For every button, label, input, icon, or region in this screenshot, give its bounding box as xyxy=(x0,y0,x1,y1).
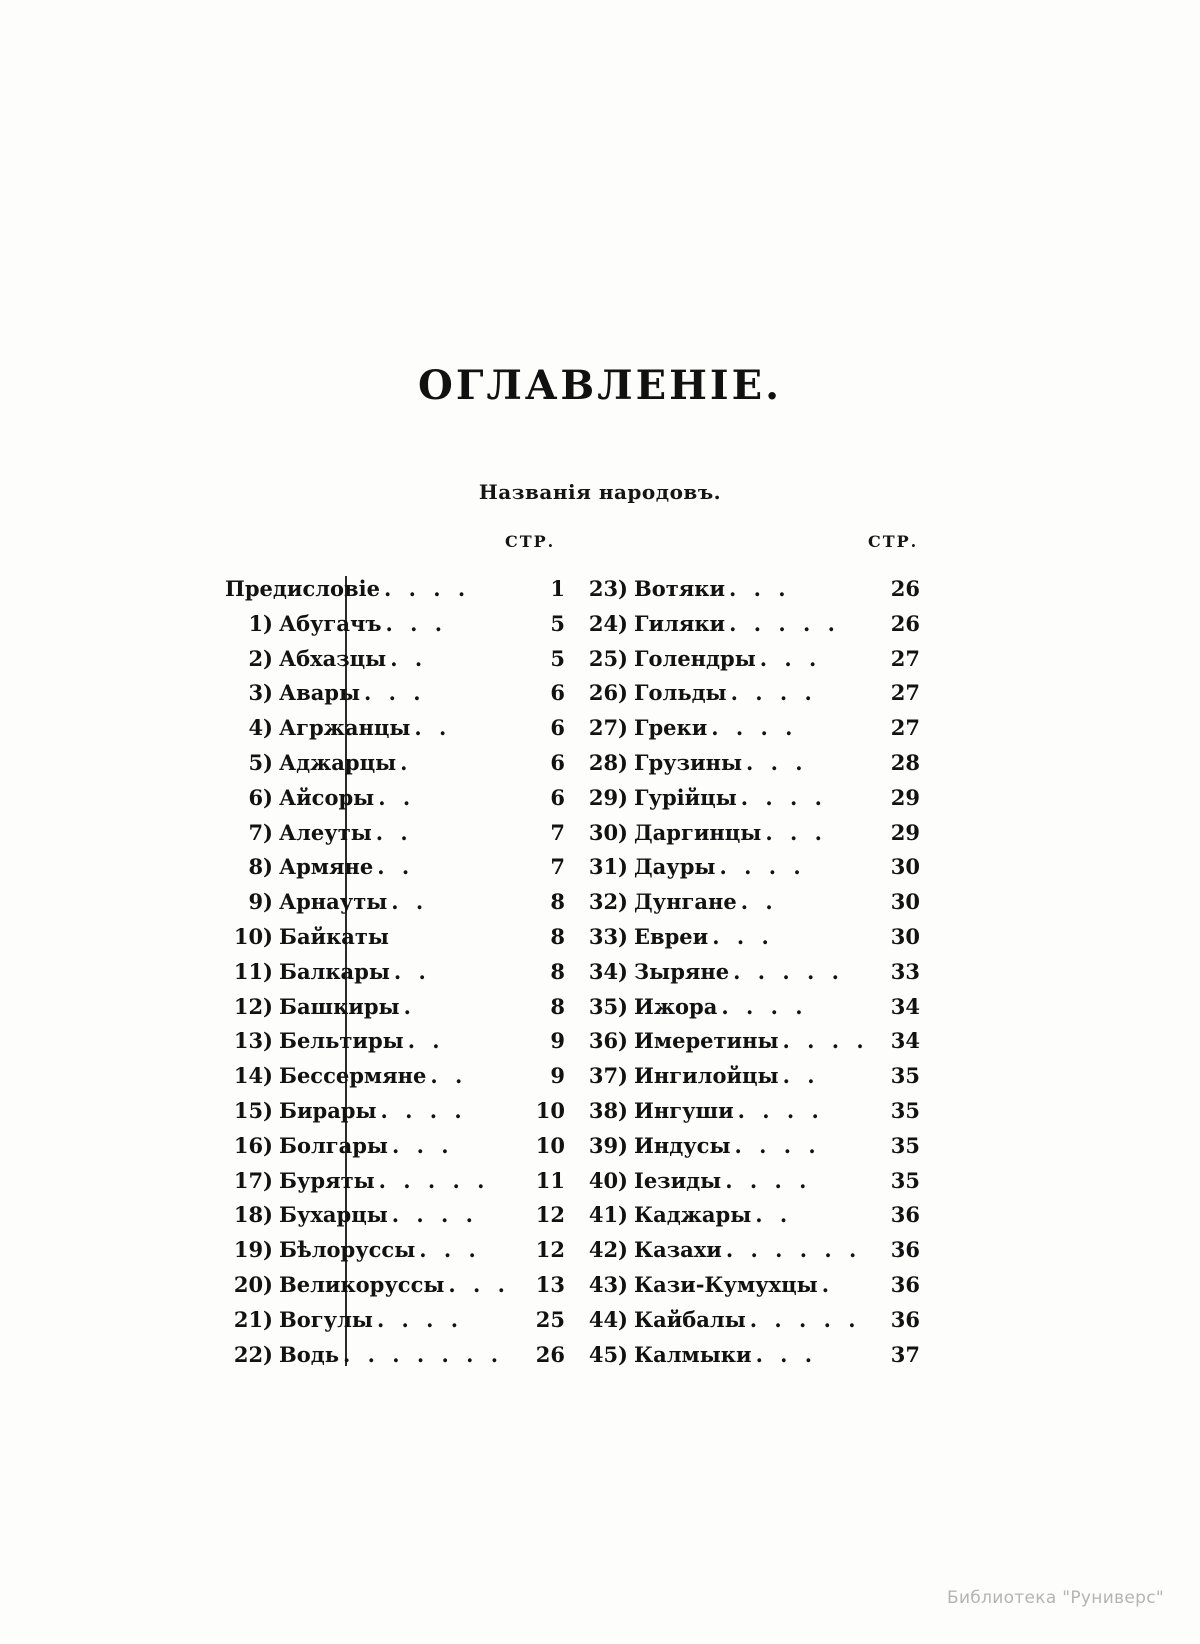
toc-entry-number: 21) xyxy=(233,1306,273,1332)
toc-entry-number: 8) xyxy=(248,854,273,880)
toc-entry-label: Вотяки xyxy=(634,576,726,601)
toc-entry-page-number: 26 xyxy=(890,610,920,636)
toc-entry-number: 30) xyxy=(588,819,628,845)
toc-entry-page-number: 29 xyxy=(890,819,920,845)
toc-entry-leader-dots: . . . . . xyxy=(378,1169,490,1191)
toc-entry-leader-dots: . . . . xyxy=(376,1308,464,1330)
toc-entry[interactable] xyxy=(580,1202,920,1237)
toc-column-right xyxy=(580,576,920,1376)
toc-entry[interactable] xyxy=(580,820,920,855)
toc-entry[interactable] xyxy=(225,715,565,750)
toc-entry-number: 5) xyxy=(248,749,273,775)
toc-entry-label: Балкары xyxy=(279,958,390,984)
toc-entry-number: 27) xyxy=(588,715,628,741)
toc-entry-label: Армяне xyxy=(279,854,374,880)
toc-entry-label: Абугачъ xyxy=(279,610,382,636)
toc-entry-label: Водь xyxy=(279,1341,340,1367)
toc-entry-label: Гольды xyxy=(634,680,727,706)
toc-entry-page-number: 36 xyxy=(890,1306,920,1332)
toc-entry-label: Кайбалы xyxy=(634,1306,746,1332)
toc-entry-leader-dots: . . . xyxy=(391,1134,454,1156)
toc-entry-number: 38) xyxy=(588,1097,628,1123)
toc-entry[interactable] xyxy=(225,1272,565,1307)
toc-entry-page-number: 27 xyxy=(890,715,920,741)
toc-entry-leader-dots: . . . . xyxy=(782,1030,869,1052)
toc-entry-label: Вогулы xyxy=(279,1306,373,1332)
toc-entry-label: Байкаты xyxy=(279,923,389,949)
toc-entry-leader-dots: . . xyxy=(414,717,452,739)
toc-entry-page-number: 8 xyxy=(550,993,565,1019)
toc-entry-page-number: 8 xyxy=(550,923,565,949)
toc-entry-page-number: 30 xyxy=(890,854,920,880)
toc-entry-label: Евреи xyxy=(634,923,709,949)
toc-entry-leader-dots: . . . . xyxy=(719,856,806,878)
toc-entry-leader-dots: . . . xyxy=(385,612,448,634)
toc-entry-number: 1) xyxy=(248,610,273,636)
toc-entry-leader-dots: . xyxy=(821,1273,835,1295)
toc-entry-leader-dots: . . . xyxy=(759,647,822,669)
toc-entry[interactable] xyxy=(225,611,565,646)
toc-entry-page-number: 26 xyxy=(890,576,920,601)
toc-entry[interactable] xyxy=(225,959,565,994)
toc-entry-page-number: 1 xyxy=(550,576,565,601)
toc-entry[interactable] xyxy=(580,1098,920,1133)
toc-entry-number: 19) xyxy=(233,1237,273,1263)
toc-entry-label: Авары xyxy=(279,680,361,706)
toc-entry-page-number: 33 xyxy=(890,958,920,984)
toc-entry[interactable] xyxy=(225,820,565,855)
toc-entry-number: 35) xyxy=(588,993,628,1019)
toc-entry-page-number: 5 xyxy=(550,645,565,671)
toc-entry-page-number: 13 xyxy=(535,1271,565,1297)
toc-entry-leader-dots: . . . . . . xyxy=(725,1239,862,1261)
toc-entry-page-number: 10 xyxy=(535,1097,565,1123)
toc-entry-leader-dots: . . . xyxy=(765,821,827,843)
toc-entry-label: Казахи xyxy=(634,1237,722,1263)
toc-entry-label: Бирары xyxy=(279,1097,377,1123)
toc-entry-label: Греки xyxy=(634,715,708,741)
toc-entry[interactable] xyxy=(580,1063,920,1098)
toc-entry-number: 12) xyxy=(233,993,273,1019)
toc-entry-number: 24) xyxy=(588,610,628,636)
toc-entry-label: Даргинцы xyxy=(634,819,762,845)
toc-entry-page-number: 8 xyxy=(550,889,565,915)
toc-entry-page-number: 36 xyxy=(890,1202,920,1228)
toc-entry[interactable] xyxy=(580,1342,920,1377)
toc-entry-leader-dots: . . . . . . . xyxy=(343,1343,504,1365)
toc-entry-label: Бессермяне xyxy=(279,1063,427,1089)
toc-entry[interactable] xyxy=(580,576,920,611)
toc-entry-label: Индусы xyxy=(634,1132,731,1158)
toc-entry-label: Гиляки xyxy=(634,610,726,636)
toc-entry-leader-dots: . . . . xyxy=(734,1134,821,1156)
toc-entry-label: Аджарцы xyxy=(279,749,397,775)
toc-entry-number: 32) xyxy=(588,889,628,915)
toc-entry-label: Ижора xyxy=(634,993,718,1019)
toc-entry-page-number: 35 xyxy=(890,1097,920,1123)
toc-entry-number: 9) xyxy=(248,889,273,915)
toc-entry-leader-dots: . . xyxy=(391,891,429,913)
toc-entry-page-number: 5 xyxy=(550,610,565,636)
toc-entry-leader-dots: . . . . xyxy=(737,1099,824,1121)
toc-entry-leader-dots: . . xyxy=(377,856,415,878)
toc-entry-leader-dots: . . . . . xyxy=(729,612,840,634)
toc-entry-number: 6) xyxy=(248,784,273,810)
toc-entry-number: 11) xyxy=(233,958,273,984)
toc-entry-page-number: 12 xyxy=(535,1202,565,1228)
toc-entry-label: Абхазцы xyxy=(279,645,387,671)
toc-entry-leader-dots: . . . . . xyxy=(733,960,844,982)
toc-entry-label: Бухарцы xyxy=(279,1202,388,1228)
toc-entry-page-number: 36 xyxy=(890,1271,920,1297)
toc-entry-page-number: 6 xyxy=(550,784,565,810)
toc-entry-page-number: 6 xyxy=(550,715,565,741)
toc-entry-leader-dots: . . xyxy=(375,821,413,843)
toc-entry-number: 25) xyxy=(588,645,628,671)
toc-entry-leader-dots: . . . . xyxy=(721,995,808,1017)
toc-entry-number: 41) xyxy=(588,1202,628,1228)
toc-entry-label: Бельтиры xyxy=(279,1028,404,1054)
toc-entry-number: 18) xyxy=(233,1202,273,1228)
toc-entry-page-number: 30 xyxy=(890,923,920,949)
toc-entry-number: 40) xyxy=(588,1167,628,1193)
toc-entry[interactable] xyxy=(225,889,565,924)
toc-entry-label: Предисловіе xyxy=(225,576,380,601)
toc-entry[interactable] xyxy=(580,750,920,785)
toc-entry-page-number: 9 xyxy=(550,1063,565,1089)
toc-entry-number: 36) xyxy=(588,1028,628,1054)
toc-entry-label: Айсоры xyxy=(279,784,375,810)
toc-entry-page-number: 7 xyxy=(550,819,565,845)
toc-entry-number: 15) xyxy=(233,1097,273,1123)
toc-entry-number: 29) xyxy=(588,784,628,810)
toc-columns xyxy=(225,576,945,1376)
toc-entry-leader-dots: . . xyxy=(393,960,431,982)
toc-entry-label: Каджары xyxy=(634,1202,752,1228)
toc-entry-label: Ингуши xyxy=(634,1097,734,1123)
toc-entry-label: Агржанцы xyxy=(279,715,411,741)
column-header-right: СТР. xyxy=(868,532,919,551)
toc-entry-leader-dots: . . . xyxy=(712,925,774,947)
column-header-left: СТР. xyxy=(505,532,556,551)
toc-entry-number: 20) xyxy=(233,1271,273,1297)
toc-entry-number: 13) xyxy=(233,1028,273,1054)
toc-entry-number: 39) xyxy=(588,1132,628,1158)
toc-entry[interactable] xyxy=(580,611,920,646)
toc-entry-number: 3) xyxy=(248,680,273,706)
toc-entry-leader-dots: . . . . xyxy=(740,786,827,808)
toc-entry-number: 42) xyxy=(588,1237,628,1263)
toc-entry-label: Калмыки xyxy=(634,1341,752,1367)
toc-entry[interactable] xyxy=(580,1307,920,1342)
toc-entry-page-number: 36 xyxy=(890,1237,920,1263)
toc-entry-label: Кази-Кумухцы xyxy=(634,1271,818,1297)
library-watermark: Библиотека "Руниверс" xyxy=(947,1588,1164,1608)
toc-entry[interactable] xyxy=(580,1237,920,1272)
page-title: ОГЛАВЛЕНІЕ. xyxy=(418,362,782,409)
toc-entry-page-number: 27 xyxy=(890,680,920,706)
toc-entry-page-number: 34 xyxy=(890,1028,920,1054)
toc-entry[interactable] xyxy=(225,785,565,820)
toc-entry[interactable] xyxy=(225,1168,565,1203)
toc-entry-page-number: 25 xyxy=(535,1306,565,1332)
toc-entry-label: Бѣлоруссы xyxy=(279,1237,416,1263)
toc-entry-label: Башкиры xyxy=(279,993,400,1019)
toc-entry-label: Ингилойцы xyxy=(634,1063,779,1089)
toc-entry-leader-dots: . . . . xyxy=(725,1169,812,1191)
toc-entry-number: 31) xyxy=(588,854,628,880)
toc-entry-label: Алеуты xyxy=(279,819,372,845)
toc-entry-leader-dots: . . . . . xyxy=(749,1308,861,1330)
toc-entry-leader-dots: . . . xyxy=(746,751,808,773)
toc-entry-leader-dots: . . xyxy=(740,891,778,913)
toc-entry-leader-dots: . . xyxy=(430,1065,468,1087)
toc-entry-number: 44) xyxy=(588,1306,628,1332)
toc-entry[interactable] xyxy=(580,785,920,820)
toc-entry-page-number: 35 xyxy=(890,1167,920,1193)
toc-entry-leader-dots: . . . . xyxy=(391,1204,478,1226)
toc-entry[interactable] xyxy=(225,646,565,681)
toc-entry[interactable] xyxy=(580,1133,920,1168)
toc-entry-number: 33) xyxy=(588,923,628,949)
toc-entry[interactable] xyxy=(580,715,920,750)
toc-entry-number: 17) xyxy=(233,1167,273,1193)
toc-entry-leader-dots: . xyxy=(403,995,416,1017)
toc-entry-number: 23) xyxy=(588,576,628,601)
toc-entry-page-number: 10 xyxy=(535,1132,565,1158)
toc-entry[interactable] xyxy=(225,680,565,715)
toc-entry-label: Голендры xyxy=(634,645,756,671)
toc-entry-leader-dots: . . . . xyxy=(711,717,798,739)
toc-entry-label: Дунгане xyxy=(634,889,737,915)
toc-entry-leader-dots: . xyxy=(400,751,413,773)
toc-entry[interactable] xyxy=(225,750,565,785)
toc-entry[interactable] xyxy=(225,994,565,1029)
toc-entry-leader-dots: . . . . xyxy=(383,578,471,599)
toc-entry[interactable] xyxy=(225,1063,565,1098)
toc-entry-number: 37) xyxy=(588,1063,628,1089)
toc-entry[interactable] xyxy=(580,854,920,889)
toc-entry-leader-dots: . . xyxy=(390,647,428,669)
toc-entry-page-number: 9 xyxy=(550,1028,565,1054)
toc-entry-page-number: 35 xyxy=(890,1063,920,1089)
toc-entry-label: Іезиды xyxy=(634,1167,722,1193)
toc-entry[interactable] xyxy=(225,1307,565,1342)
toc-entry-leader-dots: . . . . xyxy=(730,682,817,704)
toc-entry[interactable] xyxy=(225,924,565,959)
toc-entry-page-number: 8 xyxy=(550,958,565,984)
toc-entry-page-number: 35 xyxy=(890,1132,920,1158)
toc-entry-number: 22) xyxy=(233,1341,273,1367)
toc-entry-number: 43) xyxy=(588,1271,628,1297)
toc-entry-number: 4) xyxy=(248,715,273,741)
toc-entry-number: 28) xyxy=(588,749,628,775)
toc-entry-number: 10) xyxy=(233,923,273,949)
toc-entry-leader-dots: . . xyxy=(755,1204,793,1226)
toc-entry-leader-dots: . . . . xyxy=(380,1099,467,1121)
toc-entry-label: Грузины xyxy=(634,749,743,775)
toc-entry-page-number: 27 xyxy=(890,645,920,671)
toc-entry-number: 2) xyxy=(248,645,273,671)
toc-entry-number: 14) xyxy=(233,1063,273,1089)
toc-entry-page-number: 26 xyxy=(535,1341,565,1367)
toc-entry-page-number: 28 xyxy=(890,749,920,775)
section-subtitle: Названія народовъ. xyxy=(478,480,722,504)
toc-entry[interactable] xyxy=(580,924,920,959)
toc-entry-label: Болгары xyxy=(279,1132,388,1158)
toc-entry-label: Зыряне xyxy=(634,958,730,984)
toc-entry-page-number: 29 xyxy=(890,784,920,810)
toc-entry-leader-dots: . . . xyxy=(755,1343,818,1365)
toc-entry-page-number: 34 xyxy=(890,993,920,1019)
toc-entry-label: Арнауты xyxy=(279,889,388,915)
toc-entry-label: Дауры xyxy=(634,854,716,880)
toc-entry[interactable] xyxy=(580,1272,920,1307)
toc-entry-page-number: 11 xyxy=(535,1167,565,1193)
toc-column-left xyxy=(225,576,565,1376)
toc-entry[interactable] xyxy=(580,994,920,1029)
toc-entry[interactable] xyxy=(580,1168,920,1203)
toc-entry-leader-dots: . . . xyxy=(729,578,791,599)
toc-entry[interactable] xyxy=(225,576,565,611)
toc-entry[interactable] xyxy=(580,889,920,924)
toc-entry-page-number: 7 xyxy=(550,854,565,880)
toc-entry-leader-dots: . . . xyxy=(419,1239,481,1261)
toc-entry[interactable] xyxy=(225,1098,565,1133)
toc-entry[interactable] xyxy=(225,1202,565,1237)
toc-entry-page-number: 6 xyxy=(550,680,565,706)
toc-entry-number: 45) xyxy=(588,1341,628,1367)
toc-entry-page-number: 37 xyxy=(890,1341,920,1367)
toc-entry-label: Имеретины xyxy=(634,1028,779,1054)
toc-entry-number: 26) xyxy=(588,680,628,706)
toc-entry-leader-dots: . . . xyxy=(448,1273,510,1295)
toc-entry-page-number: 30 xyxy=(890,889,920,915)
toc-entry-leader-dots: . . xyxy=(378,786,416,808)
toc-entry-label: Гурійцы xyxy=(634,784,737,810)
toc-entry-page-number: 12 xyxy=(535,1237,565,1263)
toc-entry-leader-dots: . . xyxy=(407,1030,445,1052)
toc-entry[interactable] xyxy=(225,1028,565,1063)
toc-entry-leader-dots: . . xyxy=(782,1065,820,1087)
toc-entry[interactable] xyxy=(580,646,920,681)
toc-entry[interactable] xyxy=(580,1028,920,1063)
toc-entry[interactable] xyxy=(580,959,920,994)
toc-entry[interactable] xyxy=(225,1133,565,1168)
toc-entry-number: 7) xyxy=(248,819,273,845)
toc-entry-label: Великоруссы xyxy=(279,1271,445,1297)
toc-entry-number: 34) xyxy=(588,958,628,984)
toc-entry[interactable] xyxy=(580,680,920,715)
toc-entry-label: Буряты xyxy=(279,1167,375,1193)
toc-entry[interactable] xyxy=(225,1237,565,1272)
toc-entry[interactable] xyxy=(225,854,565,889)
toc-entry-number: 16) xyxy=(233,1132,273,1158)
toc-entry[interactable] xyxy=(225,1342,565,1377)
toc-entry-leader-dots: . . . xyxy=(364,682,426,704)
toc-entry-page-number: 6 xyxy=(550,749,565,775)
